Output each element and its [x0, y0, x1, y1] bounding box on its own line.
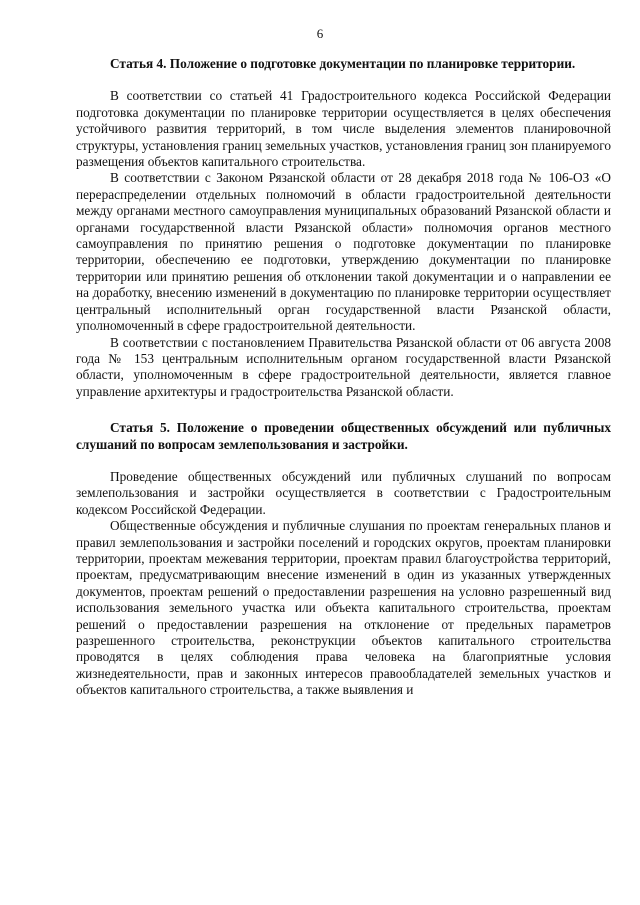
paragraph: В соответствии с Законом Рязанской области от 28 декабря 2018 года № 106-ОЗ «О перераспределении отдельных полномочий в области градостроительной деятельности между органами местного самоуправления муниципальных образований Рязанской области и органами государственной власти Рязанской области» полномочия органов местного самоуправления по принятию решения о подготовке документации по планировке территории, обеспечению ее подготовки, утверждению документации по планировке территории или принятию решения об отклонении такой документации и о направлении ее на доработку, внесению изменений в документацию по планировке территории осуществляет центральный исполнительный орган государственной власти Рязанской области, уполномоченный в сфере градостроительной деятельности.: [76, 170, 611, 334]
page-number: 6: [316, 26, 324, 41]
paragraph: Общественные обсуждения и публичные слушания по проектам генеральных планов и правил землепользования и застройки поселений и городских округов, проектам планировки территории, проектам межевания территории, проектам правил благоустройства территорий, проектам, предусматривающим внесение изменений в один из указанных утвержденных документов, проектам решений о предоставлении разрешения на условно разрешенный вид использования земельного участка или объекта капитального строительства, проектам решений о предоставлении разрешения на отклонение от предельных параметров разрешенного строительства, реконструкции объектов капитального строительства проводятся в целях соблюдения права человека на благоприятные условия жизнедеятельности, прав и законных интересов правообладателей земельных участков и объектов капитального строительства, а также выявления и: [76, 518, 611, 698]
paragraph: В соответствии со статьей 41 Градостроительного кодекса Российской Федерации подготовка документации по планировке территории осуществляется в целях обеспечения устойчивого развития территорий, в том числе выделения элементов планировочной структуры, установления границ земельных участков, установления границ зон планируемого размещения объектов капитального строительства.: [76, 88, 611, 170]
section-heading-article-5: Статья 5. Положение о проведении общественных обсуждений или публичных слушаний по вопросам землепользования и застройки.: [76, 420, 611, 452]
document-body: [76, 56, 611, 699]
paragraph: В соответствии с постановлением Правительства Рязанской области от 06 августа 2008 года № 153 центральным исполнительным органом государственной власти Рязанской области, уполномоченным в сфере градостроительной деятельности, является главное управление архитектуры и градостроительства Рязанской области.: [76, 334, 611, 399]
paragraph: Проведение общественных обсуждений или публичных слушаний по вопросам землепользования и застройки осуществляется в соответствии с Градостроительным кодексом Российской Федерации.: [76, 468, 611, 517]
section-heading-article-4: Статья 4. Положение о подготовке документации по планировке территории.: [110, 56, 576, 71]
